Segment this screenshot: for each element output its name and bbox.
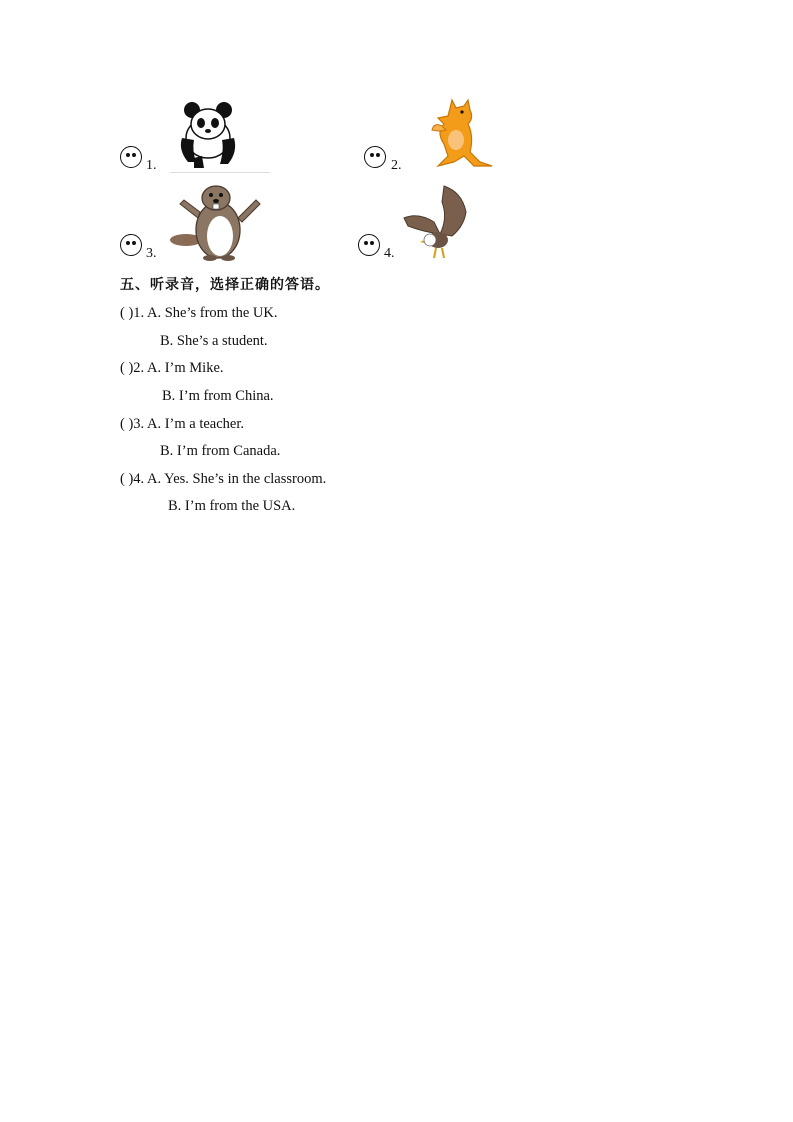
underline (170, 172, 270, 173)
answer-blank[interactable]: ( )1. (120, 305, 145, 321)
section-title: 五、听录音，选择正确的答语。 (120, 277, 330, 293)
kangaroo-icon (424, 96, 494, 170)
picture-number: 4. (384, 246, 395, 261)
picture-number: 1. (146, 158, 157, 173)
option-b: B. I’m from China. (162, 388, 274, 404)
question-2 (120, 360, 224, 377)
picture-number: 2. (391, 158, 402, 173)
listen-face-icon (358, 234, 380, 256)
panda-icon (172, 98, 244, 170)
answer-blank[interactable]: ( )2. (120, 360, 145, 376)
eagle-icon (400, 182, 474, 264)
listen-face-icon (120, 146, 142, 168)
option-b: B. She’s a student. (160, 333, 268, 349)
question-3 (120, 416, 244, 433)
option-a: A. I’m Mike. (147, 360, 224, 376)
option-a: A. She’s from the UK. (147, 305, 278, 321)
answer-blank[interactable]: ( )3. (120, 416, 145, 432)
beaver-icon (166, 182, 264, 262)
answer-blank[interactable]: ( )4. (120, 471, 145, 487)
question-4 (120, 471, 326, 488)
option-a: A. Yes. She’s in the classroom. (147, 471, 327, 487)
option-a: A. I’m a teacher. (147, 416, 245, 432)
option-b: B. I’m from the USA. (168, 498, 296, 514)
picture-number: 3. (146, 246, 157, 261)
question-1 (120, 305, 278, 322)
listen-face-icon (120, 234, 142, 256)
option-b: B. I’m from Canada. (160, 443, 281, 459)
listen-face-icon (364, 146, 386, 168)
